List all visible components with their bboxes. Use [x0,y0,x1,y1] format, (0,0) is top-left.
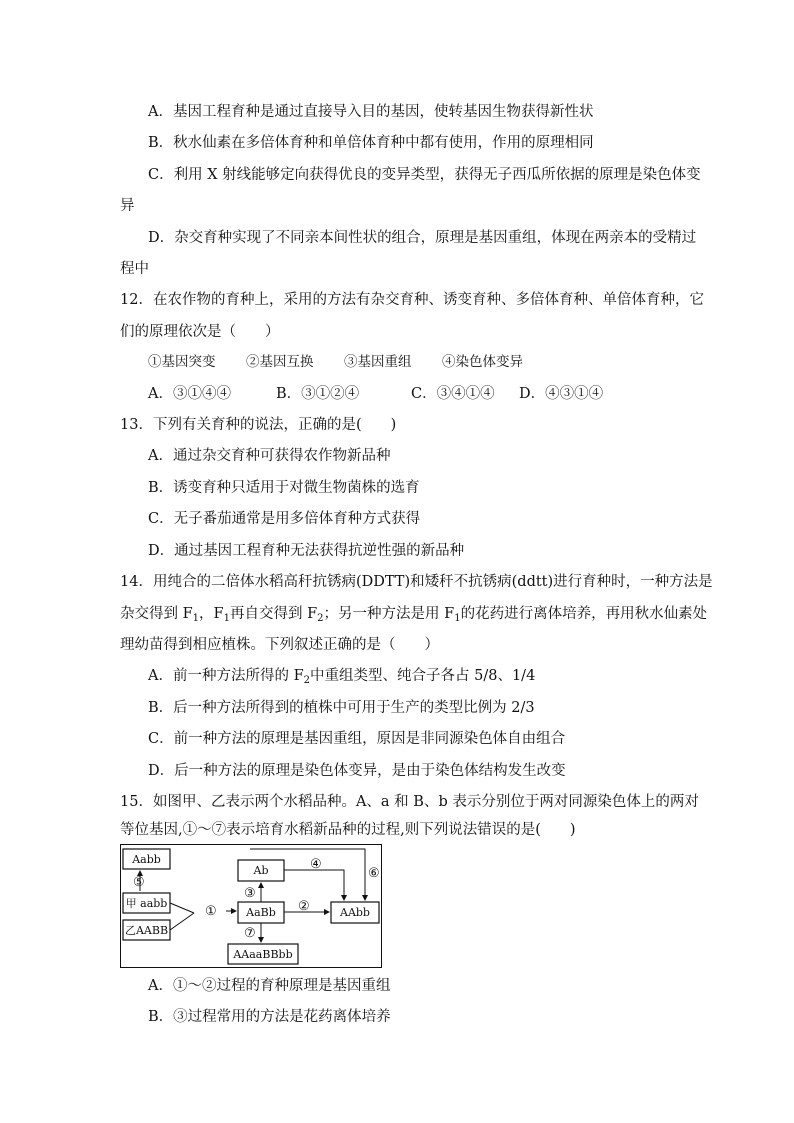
q14-sub-1c: 1 [454,613,461,624]
num-6: ⑥ [368,866,380,881]
label-aabb-mid: AaBb [246,906,276,919]
q14-stem-2a: 杂交得到 F [120,606,193,622]
q14-stem-2b: ，F [199,606,224,622]
q12-option-d: D．④③①④ [519,386,604,402]
q11-option-d-line1: D．杂交育种实现了不同亲本间性状的组合，原理是基因重组，体现在两亲本的受精过 [148,230,697,246]
q15-option-b: B．③过程常用的方法是花药离体培养 [148,1009,391,1025]
line-jia-converge [170,903,194,913]
q13-stem: 13．下列有关育种的说法，正确的是( ) [120,417,397,433]
label-yi: 乙AABB [124,924,169,937]
q11-option-d-line2: 程中 [120,261,149,277]
q14-stem-line1: 14．用纯合的二倍体水稻高秆抗锈病(DDTT)和矮秆不抗锈病(ddtt)进行育种时，一种方法是 [120,574,713,590]
q14-stem-2e: 的花药进行离体培养，再用秋水仙素处 [460,606,708,622]
breeding-diagram [120,844,382,968]
label-AAbb: AAbb [340,906,370,919]
num-2: ② [298,899,310,914]
q12-option-c: C．③④①④ [411,386,495,402]
q14-sub-1a: 1 [192,613,200,624]
breeding-flow-svg [120,844,382,968]
q14-stem-line2 [120,604,707,624]
q11-option-b: B．秋水仙素在多倍体育种和单倍体育种中都有使用，作用的原理相同 [148,135,594,151]
q11-option-a: A．基因工程育种是通过直接导入目的基因，使转基因生物获得新性状 [148,104,594,120]
q12-option-a: A．③①④④ [148,386,231,402]
q15-stem-line1: 15．如图甲、乙表示两个水稻品种。A、a 和 B、b 表示分别位于两对同源染色体上的两对 [120,794,699,810]
q14-option-a-part2: 中重组类型、纯合子各占 5/8、1/4 [310,668,536,684]
q14-option-a-part1: A．前一种方法所得的 F [148,668,304,684]
q15-option-a: A．①～②过程的育种原理是基因重组 [148,978,391,994]
q14-sub-1b: 1 [223,613,230,624]
q12-option-b: B．③①②④ [276,386,360,402]
label-aabb-top: Aabb [132,853,161,866]
num-5: ⑤ [133,875,145,890]
q12-stem-line1: 12．在农作物的育种上，采用的方法有杂交育种、诱变育种、多倍体育种、单倍体育种，它 [120,292,704,308]
num-1: ① [205,904,217,919]
q12-choice-3: ③基因重组 [344,354,412,370]
label-ab: Ab [253,864,269,877]
q14-stem-2c: 再自交得到 F [229,606,318,622]
q11-option-c-line1: C．利用 X 射线能够定向获得优良的变异类型，获得无子西瓜所依据的原理是染色体变 [148,167,701,183]
line-yi-converge [170,913,194,930]
num-4: ④ [310,857,322,872]
num-3: ③ [244,886,256,901]
label-jia: 甲 aabb [125,897,168,910]
num-7: ⑦ [244,926,256,941]
q14-stem-line3: 理幼苗得到相应植株。下列叙述正确的是（ ） [120,637,439,653]
q13-option-d: D．通过基因工程育种无法获得抗逆性强的新品种 [148,543,465,559]
q14-option-a-sub: 2 [303,675,311,686]
q14-option-b: B．后一种方法所得到的植株中可用于生产的类型比例为 2/3 [148,700,535,716]
q11-option-c-line2: 异 [120,198,135,214]
q14-option-a [148,666,535,686]
q13-option-a: A．通过杂交育种可获得农作物新品种 [148,448,391,464]
label-AAaaBBbb: AAaaBBbb [233,948,293,961]
q15-stem-line2: 等位基因,①～⑦表示培育水稻新品种的过程,则下列说法错误的是( ) [120,822,576,838]
q14-stem-2d: ；另一种方法是用 F [323,606,455,622]
q13-option-b: B．诱变育种只适用于对微生物菌株的选育 [148,480,420,496]
q13-option-c: C．无子番茄通常是用多倍体育种方式获得 [148,511,421,527]
q14-sub-2: 2 [317,613,324,624]
q12-choice-1: ①基因突变 [148,354,216,370]
q14-option-c: C．前一种方法的原理是基因重组，原因是非同源染色体自由组合 [148,731,566,747]
q12-choice-4: ④染色体变异 [442,354,523,370]
q12-stem-line2: 们的原理依次是（ ） [120,324,280,340]
q14-option-d: D．后一种方法的原理是染色体变异，是由于染色体结构发生改变 [148,763,566,779]
q12-choice-2: ②基因互换 [246,354,314,370]
arrow-4 [284,870,344,900]
